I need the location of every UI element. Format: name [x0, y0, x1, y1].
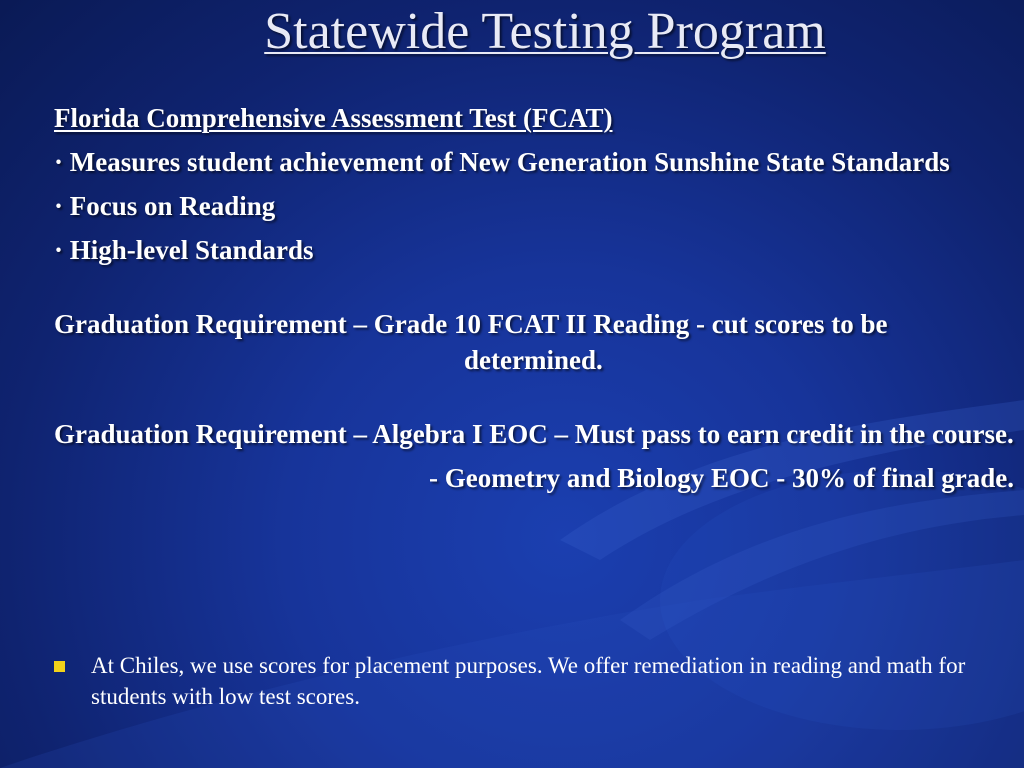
bullet-item: · Focus on Reading: [54, 191, 276, 221]
bullet-item: · Measures student achievement of New Generation Sunshine State Standards: [54, 147, 950, 177]
bullet-item: · High-level Standards: [54, 235, 314, 265]
graduation-requirement-geometry-biology: - Geometry and Biology EOC - 30% of final grade.: [429, 463, 1014, 493]
slide-title: Statewide Testing Program: [264, 3, 826, 60]
chiles-note-text: At Chiles, we use scores for placement purposes. We offer remediation in reading and math for students with low test scores.: [91, 653, 966, 709]
chiles-note: [54, 650, 1014, 712]
graduation-requirement-algebra: Graduation Requirement – Algebra I EOC – Must pass to earn credit in the course.: [54, 419, 1014, 449]
fcat-heading: Florida Comprehensive Assessment Test (FCAT): [54, 103, 613, 133]
slide-body: [54, 100, 1019, 496]
graduation-requirement-reading: Graduation Requirement – Grade 10 FCAT II Reading - cut scores to be determined.: [54, 309, 888, 375]
square-bullet-icon: [54, 661, 65, 672]
